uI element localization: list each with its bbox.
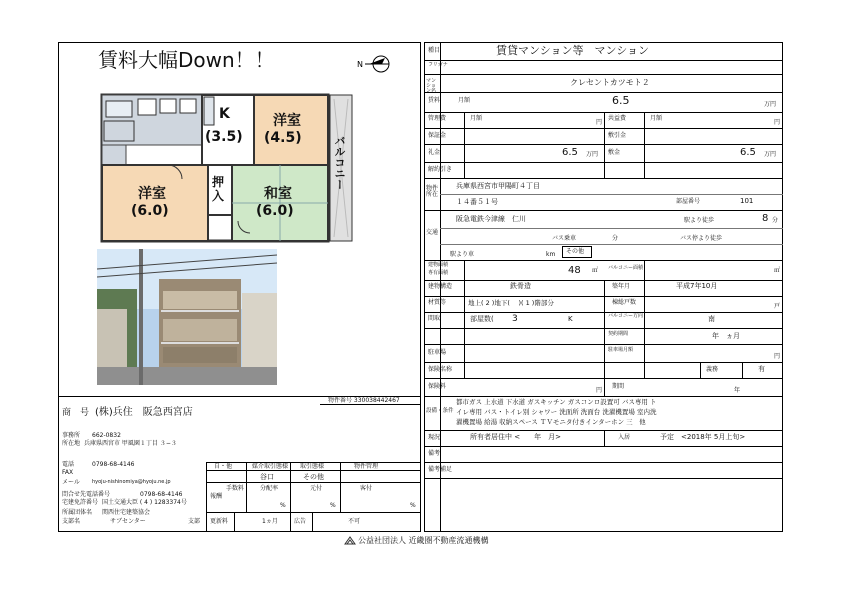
shikikin-label: 敷金: [608, 149, 621, 156]
reikin-unit: 万円: [586, 151, 599, 158]
status-header-2: 取引態様: [300, 463, 325, 470]
insurance-fee-unit: 円: [596, 387, 603, 394]
direction-label: バルコニー方向: [608, 313, 644, 319]
name-label: マンション名: [426, 78, 437, 94]
mgmt-sub: 月額: [470, 115, 483, 122]
balcony-label: バルコニー: [333, 135, 346, 190]
agency-address: 兵庫県西宮市 甲風園１丁目 ３−３: [84, 440, 177, 447]
layout-label: 間取: [428, 315, 441, 322]
type-label: 種目: [428, 47, 441, 54]
shikikin-unit: 万円: [764, 151, 777, 158]
area-value: 48: [568, 265, 581, 276]
k-label: K: [219, 106, 230, 122]
facilities-label: 設備・条件: [426, 408, 454, 414]
kaiyaku-label: 解約引き: [428, 166, 453, 173]
station-car-label: 駅より車: [450, 251, 475, 258]
renewal-label: 更新料: [210, 518, 229, 525]
room-no-label: 部屋番号: [676, 198, 701, 205]
fee-sub-1: 分配率: [260, 485, 279, 492]
k-size: (3.5): [205, 129, 243, 145]
floors-value: 地上( 2 )地下( )( 1 )階部分: [468, 299, 554, 307]
tel-label: 電話: [62, 461, 75, 468]
yoshitsu2-size: (6.0): [131, 203, 169, 219]
office-postal: 662-0832: [92, 432, 121, 439]
current-value: 所有者居住中 < 年 月>: [470, 433, 561, 441]
agency-tel: 0798-68-4146: [92, 461, 135, 468]
association-label: 所属団体名: [62, 509, 93, 516]
movein-label: 入居: [618, 434, 631, 441]
status-cell-type: その他: [303, 473, 324, 481]
status-header-3: 物件管理: [354, 463, 379, 470]
obligation-value: 有: [758, 365, 765, 373]
layout-count-label: 部屋数(: [470, 315, 494, 323]
rent-unit: 万円: [764, 101, 777, 108]
divider-listing: [320, 404, 421, 405]
units-unit: 戸: [774, 303, 781, 310]
insurance-label: 保険名称: [428, 366, 453, 373]
structure-value: 鉄骨造: [510, 282, 531, 290]
facilities-line2: イレ専用 バス・トイレ別 シャワー 洗面所 洗面台 洗濯機置場 室内洗: [456, 408, 657, 416]
bus-label: バス乗車: [552, 235, 577, 242]
current-label: 現況: [428, 434, 441, 441]
other-label: その他: [566, 248, 585, 255]
area-label: 建物面積: [428, 262, 449, 268]
status-cell-agent: 谷口: [260, 473, 274, 481]
status-header-0: 自・他: [214, 463, 233, 470]
branch-label: 支部名: [62, 518, 81, 525]
address-label: 所在地: [62, 440, 81, 447]
mgmt-unit: 円: [596, 119, 603, 126]
mgmt-label: 管理費: [428, 115, 447, 122]
room-no: 101: [740, 197, 754, 205]
train-line: 阪急電鉄今津線 仁川: [456, 215, 526, 223]
parking-unit: 円: [774, 353, 781, 360]
structure-label: 建物構造: [428, 283, 453, 290]
balcony-area-label: バルコニー面積: [608, 265, 644, 271]
units-label: 棟総戸数: [612, 299, 637, 306]
agency-name: (株)兵住 阪急西宮店: [95, 407, 193, 418]
contact-label: 問合せ先電話番号: [62, 491, 111, 498]
transport-label: 交通: [426, 229, 439, 236]
common-unit: 円: [774, 119, 781, 126]
fax-label: FAX: [62, 469, 74, 476]
email-label: メール: [62, 479, 80, 486]
remarks2-label: 備考補足: [428, 466, 453, 473]
footer-organization: 公益社団法人 近畿圏不動産流通機構: [358, 536, 489, 545]
compass-icon: [355, 52, 395, 78]
built-value: 平成7年10月: [676, 282, 718, 290]
direction-value: 南: [708, 315, 715, 323]
bus-unit: 分: [612, 235, 619, 242]
fee-sub-3: 客付: [360, 485, 373, 492]
office-label: 事務所: [62, 432, 81, 439]
contact-tel: 0798-68-4146: [140, 491, 183, 498]
fee-sub-0: 手数料: [226, 485, 245, 492]
ad-value: 不可: [348, 518, 361, 525]
name-kana-label: フリガナ: [428, 62, 448, 68]
layout-type: K: [568, 315, 573, 323]
facilities-line3: 濯機置場 給湯 収納スペース ＴＶモニタ付きインターホン 三 他: [456, 418, 646, 426]
movein-value: 予定 <2018年 5月上旬>: [660, 433, 746, 441]
layout-count: 3: [512, 314, 518, 324]
bus-stop-label: バス停より徒歩: [680, 235, 723, 242]
parking-fee-label: 駐車場月額: [608, 347, 634, 353]
yoshitsu1-size: (4.5): [264, 130, 302, 146]
shikibiki-label: 敷引金: [608, 132, 627, 139]
remarks-label: 備考: [428, 450, 441, 457]
location-label: 物件所在: [426, 185, 439, 198]
rent-value: 6.5: [612, 94, 630, 107]
fee-val-1: %: [280, 502, 286, 509]
reikin-label: 礼金: [428, 149, 441, 156]
association: 関西住宅建築協会: [102, 509, 151, 516]
period-label: 期間: [612, 383, 625, 390]
address-line2: １４番５１号: [456, 198, 498, 206]
walk-minutes: 8: [762, 213, 769, 224]
address-line1: 兵庫県西宮市甲陽町４丁目: [456, 182, 540, 190]
balcony-area-unit: ㎡: [774, 267, 781, 274]
walk-unit: 分: [772, 217, 779, 224]
area-sub: 専有面積: [428, 270, 449, 276]
shikikin-value: 6.5: [740, 147, 756, 158]
parking-label: 駐車場: [428, 349, 447, 356]
fee-label: 報酬: [210, 493, 223, 500]
deposit-label: 保証金: [428, 132, 447, 139]
station-car-unit: km: [546, 251, 556, 258]
fee-val-3: %: [410, 502, 416, 509]
oshiire-label: 押入: [212, 175, 225, 203]
yoshitsu2-label: 洋室: [138, 186, 166, 202]
obligation-label: 義務: [706, 366, 719, 373]
fee-sub-2: 元付: [310, 485, 323, 492]
rent-unit-label: 月額: [458, 97, 471, 104]
built-label: 築年月: [612, 283, 631, 290]
agency-email: hyoju-nishinomiya@hyoju.ne.jp: [92, 479, 171, 485]
compass-n-label: N: [357, 60, 363, 69]
branch-suffix: 支部: [188, 518, 201, 525]
rent-label: 賃料: [428, 97, 441, 104]
fee-val-2: %: [330, 502, 336, 509]
type-value: 賃貸マンション等 マンション: [496, 44, 650, 57]
lease-label: 契約期間: [608, 331, 629, 337]
lease-value: 年 ヵ月: [712, 332, 740, 340]
property-name: クレセントカツモト２: [570, 78, 650, 87]
floors-label: 材質等: [428, 299, 447, 306]
reikin-value: 6.5: [562, 147, 578, 158]
yoshitsu1-label: 洋室: [273, 113, 301, 129]
walk-label: 駅より徒歩: [684, 217, 715, 224]
renewal-value: 1ヵ月: [262, 518, 278, 525]
license: 国土交通大臣 ( 4 ) 1283374号: [102, 499, 187, 506]
organization-logo-icon: [344, 536, 356, 546]
status-header-1: 媒介取引態様: [252, 463, 289, 470]
listing-number: 物件番号 330038442467: [328, 397, 400, 404]
ad-label: 広告: [294, 518, 307, 525]
insurance-fee-label: 保険料: [428, 383, 447, 390]
license-label: 宅建免許番号: [62, 499, 99, 506]
common-sub: 月額: [650, 115, 663, 122]
branch: サブセンター: [110, 518, 146, 525]
facilities-line1: 都市ガス 上水道 下水道 ガスキッチン ガスコンロ設置可 バス専用 ト: [456, 398, 657, 406]
agency-name-label: 商 号: [62, 408, 90, 418]
building-photo: [97, 249, 277, 385]
washitsu-label: 和室: [264, 186, 292, 202]
washitsu-size: (6.0): [256, 203, 294, 219]
headline: 賃料大幅Down！！: [98, 48, 275, 72]
common-label: 共益費: [608, 115, 627, 122]
period-unit: 年: [734, 387, 741, 394]
area-unit: ㎡: [592, 267, 599, 274]
